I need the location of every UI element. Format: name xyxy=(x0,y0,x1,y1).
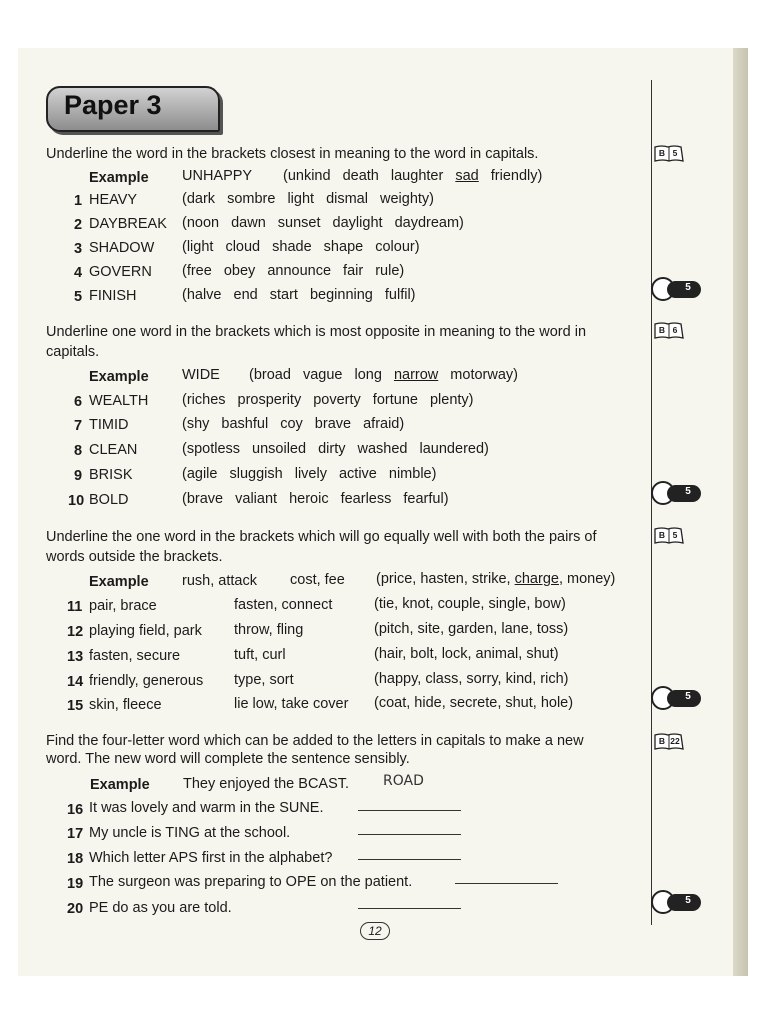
s2-example-label: Example xyxy=(89,369,149,385)
section-1-instruction: Underline the word in the brackets closest in meaning to the word in capitals. xyxy=(46,146,539,162)
item-options[interactable]: (happy, class, sorry, kind, rich) xyxy=(374,671,569,687)
tag-number: 5 xyxy=(672,148,678,158)
options-post: motorway) xyxy=(450,367,518,383)
book-tag-icon xyxy=(654,733,684,751)
item-number: 6 xyxy=(74,394,83,410)
item-pair1: playing field, park xyxy=(89,623,202,639)
s1-example-label: Example xyxy=(89,170,149,186)
item-options[interactable]: (light cloud shade shape colour) xyxy=(182,239,420,255)
s1-example-word: UNHAPPY xyxy=(182,168,253,184)
options-pre: (price, hasten, strike, xyxy=(376,571,511,587)
page-number: 12 xyxy=(360,922,390,940)
section-4-instruction-cont: word. The new word will complete the sentence sensibly. xyxy=(46,751,410,767)
item-sentence: PE do as you are told. xyxy=(89,900,232,916)
item-number: 2 xyxy=(74,217,83,233)
item-sentence: My uncle is TING at the school. xyxy=(89,825,291,841)
item-options[interactable]: (pitch, site, garden, lane, toss) xyxy=(374,621,569,637)
item-word: HEAVY xyxy=(89,192,138,208)
item-word: DAYBREAK xyxy=(89,216,167,232)
example-answer: sad xyxy=(455,168,479,184)
item-options[interactable]: (tie, knot, couple, single, bow) xyxy=(374,596,566,612)
item-word: CLEAN xyxy=(89,442,138,458)
answer-line[interactable] xyxy=(358,908,461,909)
options-pre: (broad vague long xyxy=(249,367,382,383)
score-total: 5 xyxy=(685,895,691,906)
item-word: TIMID xyxy=(89,417,129,433)
item-word: BRISK xyxy=(89,467,133,483)
item-options[interactable]: (agile sluggish lively active nimble) xyxy=(182,466,437,482)
s2-example-word: WIDE xyxy=(182,367,220,383)
tag-letter: B xyxy=(658,325,666,335)
s3-example-label: Example xyxy=(89,574,149,590)
item-pair1: pair, brace xyxy=(89,598,157,614)
score-total: 5 xyxy=(685,486,691,497)
tag-letter: B xyxy=(658,148,666,158)
tag-letter: B xyxy=(658,530,666,540)
item-options[interactable]: (halve end start beginning fulfil) xyxy=(182,287,416,303)
tag-number: 6 xyxy=(672,325,678,335)
item-sentence: The surgeon was preparing to OPE on the patient. xyxy=(89,874,413,890)
item-options[interactable]: (shy bashful coy brave afraid) xyxy=(182,416,405,432)
answer-line[interactable] xyxy=(358,859,461,860)
score-box[interactable] xyxy=(651,481,702,505)
answer-line[interactable] xyxy=(358,810,461,811)
options-post: , money) xyxy=(558,571,616,587)
book-tag-icon xyxy=(654,322,684,340)
section-2-instruction-cont: capitals. xyxy=(46,344,100,360)
item-sentence: Which letter APS first in the alphabet? xyxy=(89,850,333,866)
item-pair2: lie low, take cover xyxy=(234,696,349,712)
item-word: WEALTH xyxy=(89,393,149,409)
item-number: 8 xyxy=(74,443,83,459)
item-options[interactable]: (riches prosperity poverty fortune plenty) xyxy=(182,392,474,408)
score-total: 5 xyxy=(685,691,691,702)
item-number: 10 xyxy=(68,493,85,509)
section-3-instruction: Underline the one word in the brackets which will go equally well with both the pairs of xyxy=(46,529,597,545)
answer-line[interactable] xyxy=(358,834,461,835)
item-pair2: throw, fling xyxy=(234,622,304,638)
item-word: BOLD xyxy=(89,492,129,508)
item-number: 4 xyxy=(74,265,83,281)
tag-number: 5 xyxy=(672,530,678,540)
title-tab xyxy=(46,86,220,132)
book-tag-icon xyxy=(654,145,684,163)
item-pair1: skin, fleece xyxy=(89,697,162,713)
section-4-instruction: Find the four-letter word which can be added to the letters in capitals to make a new xyxy=(46,733,584,749)
book-tag-icon xyxy=(654,527,684,545)
item-pair2: type, sort xyxy=(234,672,294,688)
tag-number: 22 xyxy=(670,736,680,746)
item-number: 12 xyxy=(67,624,84,640)
item-word: FINISH xyxy=(89,288,137,304)
s4-example-label: Example xyxy=(90,777,150,793)
tag-letter: B xyxy=(658,736,666,746)
item-number: 1 xyxy=(74,193,83,209)
page-title: Paper 3 xyxy=(64,90,162,120)
item-number: 7 xyxy=(74,418,83,434)
item-options[interactable]: (coat, hide, secrete, shut, hole) xyxy=(374,695,574,711)
item-sentence: It was lovely and warm in the SUNE. xyxy=(89,800,324,816)
score-box[interactable] xyxy=(651,277,702,301)
item-number: 13 xyxy=(67,649,84,665)
page-spine-shadow xyxy=(733,48,748,976)
answer-line[interactable] xyxy=(455,883,558,884)
s3-example-options xyxy=(376,571,615,587)
options-pre: (unkind death laughter xyxy=(283,168,444,184)
score-box[interactable] xyxy=(651,890,702,914)
example-answer: narrow xyxy=(393,367,439,383)
item-options[interactable]: (dark sombre light dismal weighty) xyxy=(182,191,434,207)
item-pair1: fasten, secure xyxy=(89,648,181,664)
item-number: 19 xyxy=(67,876,84,892)
example-answer: charge xyxy=(514,571,559,587)
s1-example-options xyxy=(283,168,542,184)
item-options[interactable]: (brave valiant heroic fearless fearful) xyxy=(182,491,449,507)
s2-example-options xyxy=(249,367,518,383)
item-options[interactable]: (spotless unsoiled dirty washed laundered) xyxy=(182,441,489,457)
item-number: 20 xyxy=(67,901,84,917)
item-number: 3 xyxy=(74,241,83,257)
item-number: 16 xyxy=(67,802,84,818)
score-box[interactable] xyxy=(651,686,702,710)
item-pair1: friendly, generous xyxy=(89,673,204,689)
item-number: 9 xyxy=(74,468,83,484)
s3-example-pair1: rush, attack xyxy=(182,573,257,589)
item-number: 15 xyxy=(67,698,84,714)
item-number: 5 xyxy=(74,289,83,305)
item-pair2: fasten, connect xyxy=(234,597,333,613)
s3-example-pair2: cost, fee xyxy=(290,572,345,588)
item-word: SHADOW xyxy=(89,240,155,256)
section-3-instruction-cont: words outside the brackets. xyxy=(46,549,223,565)
item-word: GOVERN xyxy=(89,264,152,280)
item-number: 17 xyxy=(67,826,84,842)
s4-example-sentence: They enjoyed the BCAST. xyxy=(183,776,350,792)
options-post: friendly) xyxy=(490,168,543,184)
item-number: 18 xyxy=(67,851,84,867)
item-options[interactable]: (hair, bolt, lock, animal, shut) xyxy=(374,646,559,662)
item-options[interactable]: (free obey announce fair rule) xyxy=(182,263,405,279)
item-number: 11 xyxy=(67,599,83,615)
s4-example-answer: ROAD xyxy=(383,773,424,789)
item-options[interactable]: (noon dawn sunset daylight daydream) xyxy=(182,215,464,231)
score-total: 5 xyxy=(685,282,691,293)
item-number: 14 xyxy=(67,674,84,690)
item-pair2: tuft, curl xyxy=(234,647,286,663)
section-2-instruction: Underline one word in the brackets which is most opposite in meaning to the word in xyxy=(46,324,587,340)
